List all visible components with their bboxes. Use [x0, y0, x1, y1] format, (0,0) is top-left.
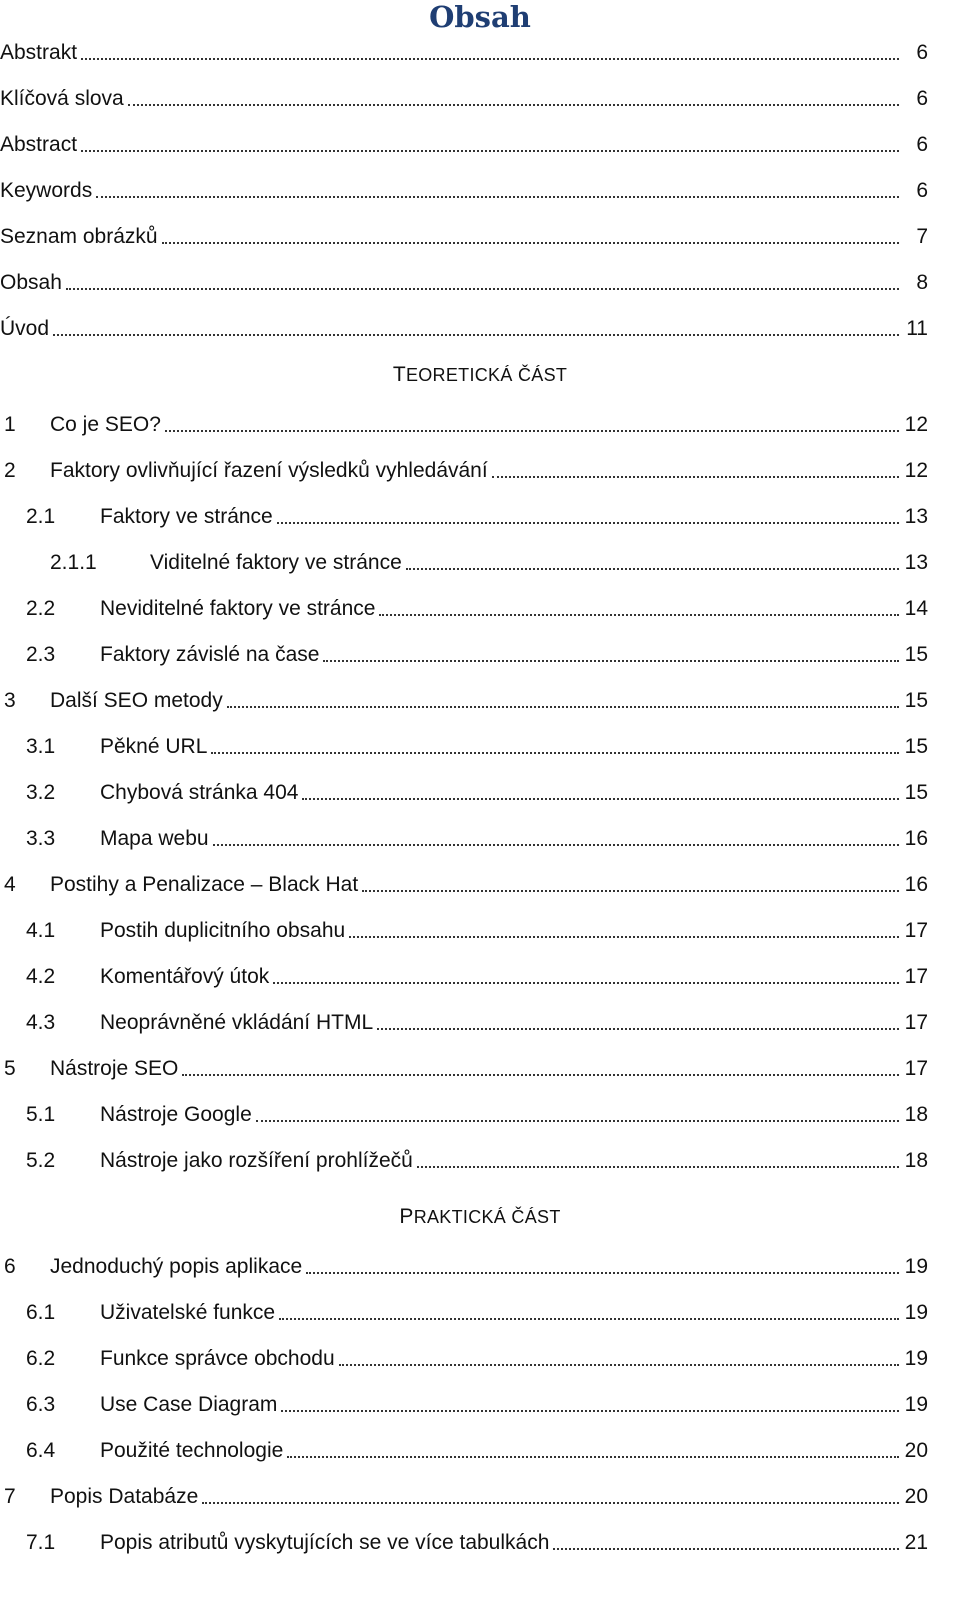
- dot-leader: [302, 798, 899, 800]
- toc-entry[interactable]: [0, 1252, 960, 1282]
- toc-entry[interactable]: [0, 1054, 960, 1084]
- toc-entry-title: Neviditelné faktory ve stránce: [100, 597, 376, 620]
- toc-entry-title: Chybová stránka 404: [100, 781, 299, 804]
- toc-entry-number: 7: [4, 1485, 16, 1508]
- toc-entry[interactable]: [0, 1008, 960, 1038]
- dot-leader: [417, 1166, 899, 1168]
- toc-entry[interactable]: [0, 84, 960, 114]
- toc-entry-line: [100, 1436, 928, 1466]
- dot-leader: [66, 288, 899, 290]
- toc-entry-page-number: 15: [904, 781, 928, 804]
- toc-entry[interactable]: [0, 1528, 960, 1558]
- toc-entry-number: 6.4: [26, 1439, 56, 1462]
- toc-entry-page-number: 12: [904, 459, 928, 482]
- toc-entry[interactable]: [0, 176, 960, 206]
- dot-leader: [96, 196, 899, 198]
- toc-entry-line: [100, 962, 928, 992]
- toc-entry-line: [0, 268, 928, 298]
- toc-entry-page-number: 19: [904, 1347, 928, 1370]
- toc-entry[interactable]: [0, 824, 960, 854]
- toc-entry-page-number: 20: [904, 1485, 928, 1508]
- toc-entry-number: 2.1: [26, 505, 56, 528]
- section-heading-initial: T: [392, 363, 406, 386]
- dot-leader: [339, 1364, 899, 1366]
- toc-entry-page-number: 16: [904, 827, 928, 850]
- toc-entry-page-number: 6: [916, 133, 928, 156]
- toc-entry-line: [0, 222, 928, 252]
- toc-entry-number: 4.3: [26, 1011, 56, 1034]
- toc-entry-line: [100, 1298, 928, 1328]
- toc-entry-line: [100, 640, 928, 670]
- toc-entry[interactable]: [0, 456, 960, 486]
- dot-leader: [287, 1456, 899, 1458]
- toc-entry-line: [0, 176, 928, 206]
- dot-leader: [213, 844, 899, 846]
- toc-entry[interactable]: [0, 778, 960, 808]
- toc-entry-page-number: 6: [916, 41, 928, 64]
- toc-entry-title: Postih duplicitního obsahu: [100, 919, 346, 942]
- toc-entry-title: Use Case Diagram: [100, 1393, 278, 1416]
- dot-leader: [165, 430, 899, 432]
- toc-entry-title: Faktory ve stránce: [100, 505, 273, 528]
- toc-entry-title: Popis atributů vyskytujících se ve více tabulkách: [100, 1531, 550, 1554]
- toc-entry-line: [50, 870, 928, 900]
- toc-entry-number: 6.1: [26, 1301, 56, 1324]
- toc-entry-page-number: 19: [904, 1393, 928, 1416]
- toc-entry-line: [100, 1344, 928, 1374]
- toc-entry-line: [100, 1146, 928, 1176]
- dot-leader: [81, 150, 899, 152]
- toc-entry-page-number: 6: [916, 179, 928, 202]
- section-heading-rest: RAKTICKÁ ČÁST: [413, 1207, 561, 1227]
- toc-entry-line: [100, 778, 928, 808]
- toc-entry-title: Použité technologie: [100, 1439, 284, 1462]
- toc-entry[interactable]: [0, 594, 960, 624]
- toc-entry-title: Obsah: [0, 271, 62, 294]
- dot-leader: [362, 890, 899, 892]
- toc-entry-line: [100, 594, 928, 624]
- toc-entry-page-number: 13: [904, 551, 928, 574]
- toc-entry[interactable]: [0, 1100, 960, 1130]
- toc-entry-line: [100, 502, 928, 532]
- toc-entry-page-number: 17: [904, 965, 928, 988]
- dot-leader: [227, 706, 899, 708]
- toc-entry-number: 3.3: [26, 827, 56, 850]
- toc-entry-title: Abstract: [0, 133, 78, 156]
- toc-entry-number: 5.2: [26, 1149, 56, 1172]
- toc-entry-page-number: 17: [904, 1011, 928, 1034]
- toc-entry-page-number: 21: [904, 1531, 928, 1554]
- dot-leader: [281, 1410, 899, 1412]
- dot-leader: [211, 752, 899, 754]
- toc-entry[interactable]: [0, 548, 960, 578]
- toc-entry-number: 1: [4, 413, 16, 436]
- section-heading-initial: P: [399, 1205, 414, 1228]
- toc-entry[interactable]: [0, 1436, 960, 1466]
- toc-entry-line: [50, 410, 928, 440]
- dot-leader: [406, 568, 899, 570]
- toc-entry[interactable]: [0, 916, 960, 946]
- toc-entry-line: [50, 456, 928, 486]
- toc-entry-title: Funkce správce obchodu: [100, 1347, 335, 1370]
- toc-entry-page-number: 18: [904, 1149, 928, 1172]
- toc-entry[interactable]: [0, 962, 960, 992]
- toc-entry[interactable]: [0, 410, 960, 440]
- dot-leader: [277, 522, 899, 524]
- toc-entry-number: 5: [4, 1057, 16, 1080]
- dot-leader: [492, 476, 899, 478]
- toc-entry-number: 3: [4, 689, 16, 712]
- dot-leader: [202, 1502, 899, 1504]
- toc-entry-line: [50, 686, 928, 716]
- toc-entry-line: [50, 1054, 928, 1084]
- dot-leader: [349, 936, 899, 938]
- toc-entry-title: Neoprávněné vkládání HTML: [100, 1011, 374, 1034]
- dot-leader: [162, 242, 899, 244]
- toc-entry-line: [100, 732, 928, 762]
- toc-entry-number: 6: [4, 1255, 16, 1278]
- toc-entry[interactable]: [0, 1146, 960, 1176]
- toc-entry-number: 2: [4, 459, 16, 482]
- dot-leader: [279, 1318, 899, 1320]
- toc-entry-number: 3.1: [26, 735, 56, 758]
- toc-entry-line: [0, 38, 928, 68]
- toc-entry-title: Klíčová slova: [0, 87, 124, 110]
- toc-entry-line: [0, 314, 928, 344]
- toc-entry-page-number: 8: [916, 271, 928, 294]
- toc-entry-number: 2.2: [26, 597, 56, 620]
- toc-entry[interactable]: [0, 222, 960, 252]
- toc-entry-title: Pěkné URL: [100, 735, 208, 758]
- toc-entry-number: 7.1: [26, 1531, 56, 1554]
- toc-entry-page-number: 15: [904, 643, 928, 666]
- section-heading-rest: EORETICKÁ ČÁST: [405, 365, 568, 385]
- toc-entry[interactable]: [0, 38, 960, 68]
- toc-entry-page-number: 13: [904, 505, 928, 528]
- page-title: Obsah: [429, 0, 531, 34]
- toc-entry-line: [100, 824, 928, 854]
- toc-entry-page-number: 17: [904, 919, 928, 942]
- dot-leader: [256, 1120, 899, 1122]
- toc-entry-page-number: 7: [916, 225, 928, 248]
- section-heading-theory: [0, 360, 960, 390]
- toc-entry-title: Komentářový útok: [100, 965, 270, 988]
- toc-entry-page-number: 20: [904, 1439, 928, 1462]
- toc-entry[interactable]: [0, 1344, 960, 1374]
- toc-entry-page-number: 19: [904, 1255, 928, 1278]
- toc-entry-title: Další SEO metody: [50, 689, 223, 712]
- toc-entry-page-number: 17: [904, 1057, 928, 1080]
- toc-entry-title: Co je SEO?: [50, 413, 161, 436]
- toc-entry-title: Nástroje jako rozšíření prohlížečů: [100, 1149, 413, 1172]
- toc-entry-page-number: 14: [904, 597, 928, 620]
- toc-entry-page-number: 15: [904, 689, 928, 712]
- toc-entry[interactable]: [0, 130, 960, 160]
- toc-entry-page-number: 6: [916, 87, 928, 110]
- toc-entry-title: Viditelné faktory ve stránce: [150, 551, 402, 574]
- toc-entry-line: [100, 1008, 928, 1038]
- dot-leader: [273, 982, 899, 984]
- toc-entry-title: Postihy a Penalizace – Black Hat: [50, 873, 359, 896]
- dot-leader: [553, 1548, 899, 1550]
- dot-leader: [182, 1074, 899, 1076]
- dot-leader: [53, 334, 899, 336]
- toc-entry-line: [0, 84, 928, 114]
- toc-entry-title: Úvod: [0, 317, 50, 340]
- toc-entry-line: [50, 1482, 928, 1512]
- toc-entry[interactable]: [0, 314, 960, 344]
- toc-entry[interactable]: [0, 268, 960, 298]
- toc-entry[interactable]: [0, 870, 960, 900]
- toc-entry-number: 6.2: [26, 1347, 56, 1370]
- toc-entry-page-number: 12: [904, 413, 928, 436]
- toc-entry-title: Jednoduchý popis aplikace: [50, 1255, 303, 1278]
- toc-entry[interactable]: [0, 502, 960, 532]
- toc-entry-number: 2.1.1: [50, 551, 97, 574]
- toc-entry-title: Nástroje Google: [100, 1103, 252, 1126]
- dot-leader: [128, 104, 899, 106]
- toc-entry-title: Faktory ovlivňující řazení výsledků vyhledávání: [50, 459, 488, 482]
- toc-entry-number: 5.1: [26, 1103, 56, 1126]
- toc-entry-page-number: 15: [904, 735, 928, 758]
- toc-entry-title: Keywords: [0, 179, 93, 202]
- dot-leader: [323, 660, 899, 662]
- dot-leader: [306, 1272, 899, 1274]
- toc-entry[interactable]: [0, 686, 960, 716]
- toc-entry-line: [100, 916, 928, 946]
- toc-entry[interactable]: [0, 1482, 960, 1512]
- toc-entry-title: Seznam obrázků: [0, 225, 158, 248]
- toc-entry[interactable]: [0, 1298, 960, 1328]
- toc-entry-title: Popis Databáze: [50, 1485, 199, 1508]
- toc-entry-line: [100, 1528, 928, 1558]
- dot-leader: [81, 58, 899, 60]
- toc-entry-line: [50, 1252, 928, 1282]
- toc-entry-title: Uživatelské funkce: [100, 1301, 276, 1324]
- toc-entry-title: Mapa webu: [100, 827, 209, 850]
- toc-entry-line: [150, 548, 928, 578]
- toc-entry-page-number: 19: [904, 1301, 928, 1324]
- section-heading-practical: [0, 1202, 960, 1232]
- toc-entry[interactable]: [0, 732, 960, 762]
- toc-entry-page-number: 18: [904, 1103, 928, 1126]
- toc-entry-title: Nástroje SEO: [50, 1057, 179, 1080]
- toc-entry[interactable]: [0, 1390, 960, 1420]
- toc-entry-page-number: 16: [904, 873, 928, 896]
- dot-leader: [377, 1028, 899, 1030]
- toc-entry[interactable]: [0, 640, 960, 670]
- toc-entry-title: Faktory závislé na čase: [100, 643, 320, 666]
- toc-entry-number: 4.2: [26, 965, 56, 988]
- toc-entry-page-number: 11: [906, 317, 928, 340]
- toc-entry-number: 6.3: [26, 1393, 56, 1416]
- dot-leader: [379, 614, 899, 616]
- toc-entry-number: 2.3: [26, 643, 56, 666]
- toc-entry-line: [100, 1390, 928, 1420]
- toc-entry-number: 3.2: [26, 781, 56, 804]
- toc-entry-number: 4.1: [26, 919, 56, 942]
- toc-entry-title: Abstrakt: [0, 41, 78, 64]
- toc-entry-line: [100, 1100, 928, 1130]
- toc-entry-line: [0, 130, 928, 160]
- toc-entry-number: 4: [4, 873, 16, 896]
